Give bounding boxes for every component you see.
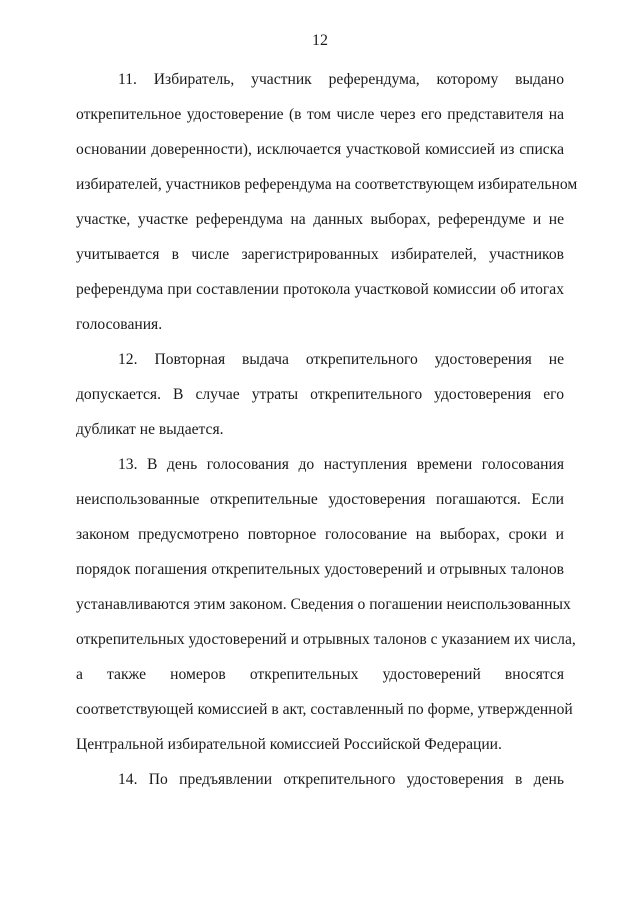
text-line: дубликат не выдается.: [76, 421, 224, 438]
text-line: устанавливаются этим законом. Сведения о погашении неиспользованных: [76, 596, 571, 613]
text-line: учитывается в числе зарегистрированных избирателей, участников: [76, 246, 564, 263]
text-line: а также номеров открепительных удостоверений вносятся: [76, 666, 564, 683]
text-line: допускается. В случае утраты открепительного удостоверения его: [76, 386, 564, 403]
text-line: участке, участке референдума на данных выборах, референдуме и не: [76, 211, 564, 228]
page-number: 12: [312, 32, 328, 49]
text-line: 14. По предъявлении открепительного удостоверения в день: [118, 771, 564, 788]
text-line: законом предусмотрено повторное голосование на выборах, сроки и: [76, 526, 564, 543]
text-line: неиспользованные открепительные удостоверения погашаются. Если: [76, 491, 564, 508]
text-line: соответствующей комиссией в акт, составленный по форме, утвержденной: [76, 701, 573, 718]
text-line: открепительное удостоверение (в том числе через его представителя на: [76, 106, 564, 123]
text-line: 11. Избиратель, участник референдума, которому выдано: [118, 71, 564, 88]
text-line: порядок погашения открепительных удостоверений и отрывных талонов: [76, 561, 564, 578]
text-line: основании доверенности), исключается участковой комиссией из списка: [76, 141, 564, 158]
text-line: избирателей, участников референдума на соответствующем избирательном: [76, 176, 578, 193]
text-line: открепительных удостоверений и отрывных талонов с указанием их числа,: [76, 631, 576, 648]
text-line: Центральной избирательной комиссией Российской Федерации.: [76, 736, 502, 753]
text-line: 13. В день голосования до наступления времени голосования: [118, 456, 564, 473]
text-line: голосования.: [76, 316, 163, 333]
text-line: 12. Повторная выдача открепительного удостоверения не: [118, 351, 564, 368]
text-line: референдума при составлении протокола участковой комиссии об итогах: [76, 281, 564, 298]
